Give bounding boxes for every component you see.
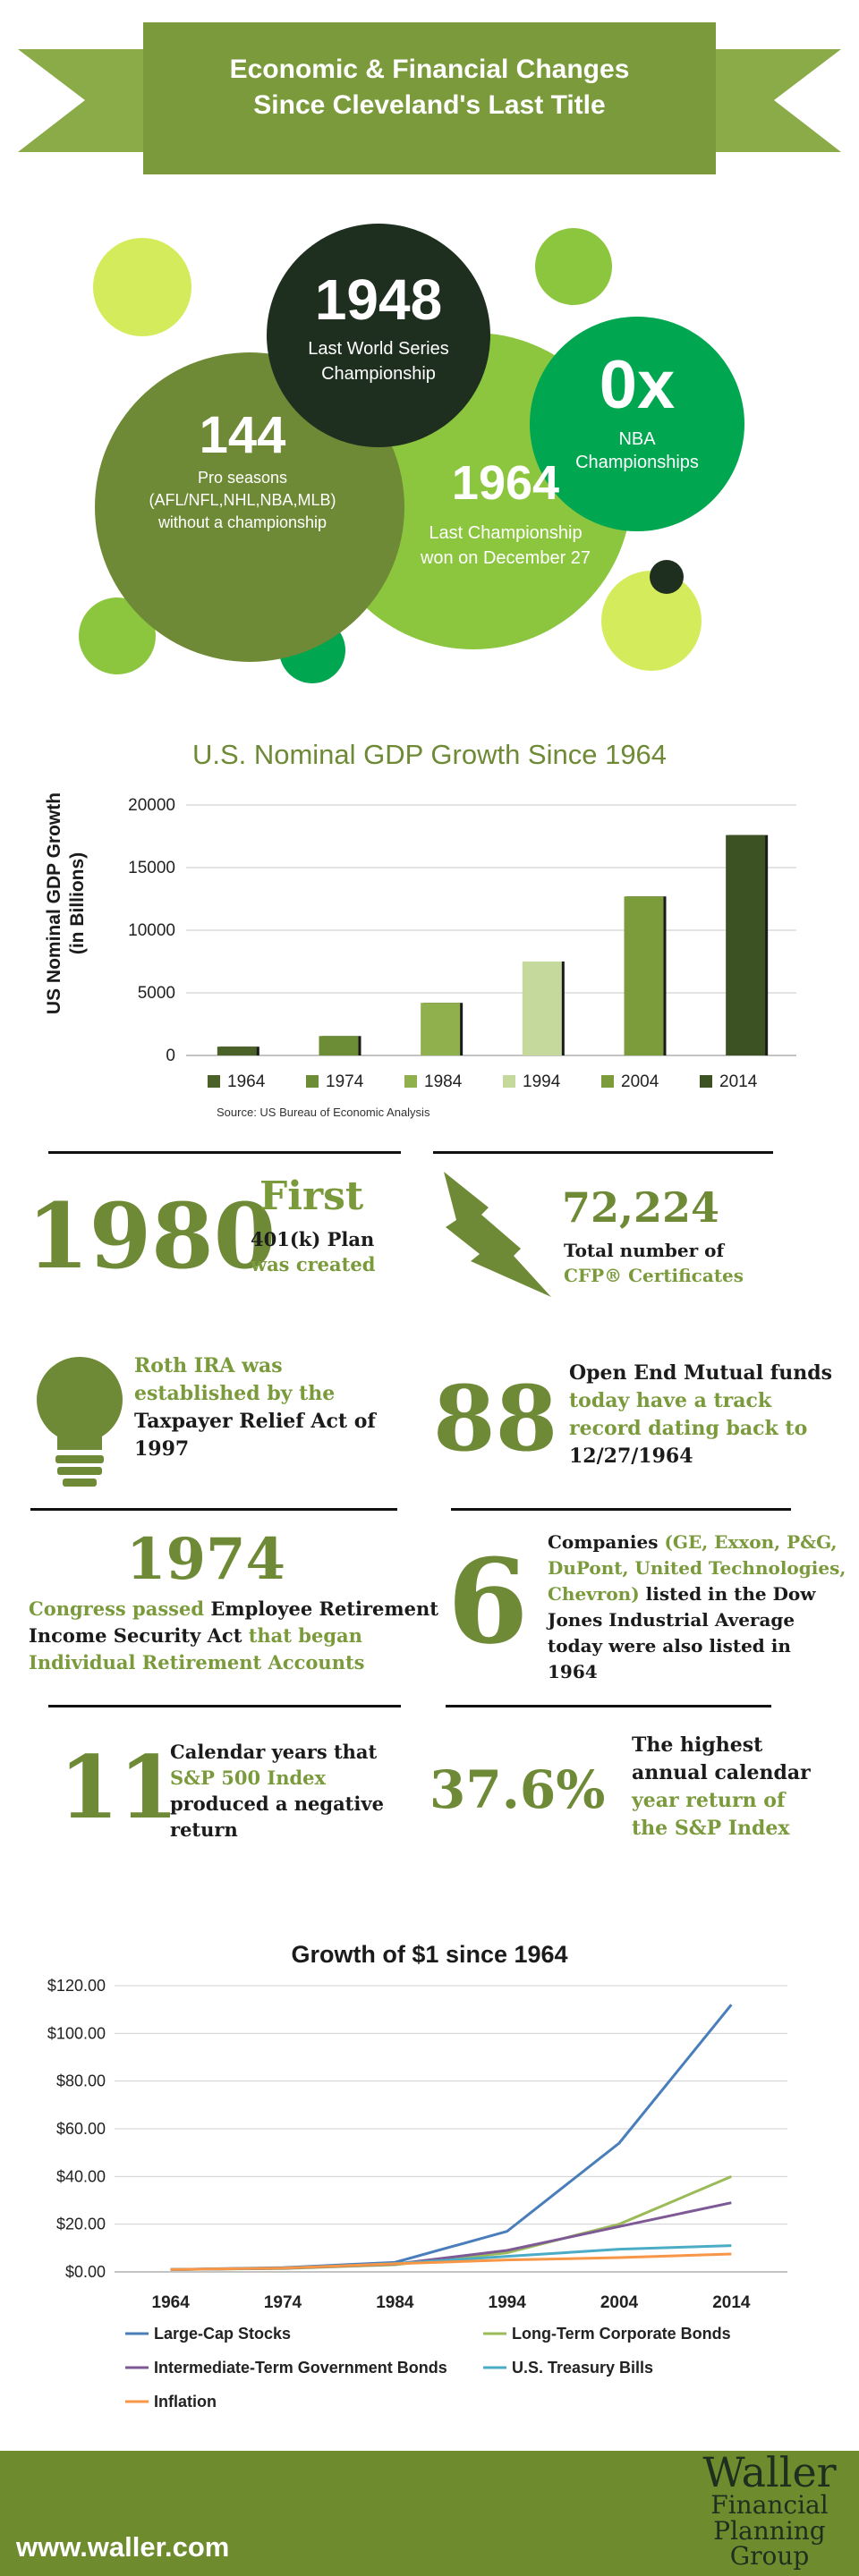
gdp-legend-swatch-2004	[601, 1075, 614, 1088]
gdp-legend-swatch-1994	[503, 1075, 515, 1088]
growth-chart-title: Growth of $1 since 1964	[291, 1941, 568, 1968]
growth-ytick-label: $60.00	[55, 2120, 106, 2138]
bubble-144-line1: Pro seasons	[197, 469, 288, 487]
footer-logo	[689, 2448, 850, 2571]
fact-401k-line1: 401(k) Plan	[251, 1228, 375, 1250]
fact-roth-text	[134, 1352, 376, 1463]
growth-xtick-label: 2014	[712, 2293, 751, 2312]
fact-mutual-text	[569, 1360, 832, 1470]
fact-neg-line1: Calendar years that	[170, 1741, 378, 1763]
gdp-ytick-label: 20000	[128, 796, 175, 815]
lightning-bolt-icon	[444, 1172, 551, 1297]
gdp-legend-label-1974: 1974	[326, 1072, 364, 1091]
fact-mutual-line2: today have a track	[569, 1389, 772, 1412]
bubble-0x-line1: NBA	[618, 429, 656, 449]
fact-dow-number: 6	[447, 1533, 529, 1670]
fact-mutual-line3: record dating back to	[569, 1417, 808, 1440]
fact-cfp-number: 72,224	[562, 1183, 720, 1232]
fact-neg-number: 11	[59, 1737, 179, 1838]
fact-401k-headline: First	[259, 1174, 364, 1219]
fact-401k-number: 1980	[27, 1183, 276, 1289]
fact-erisa-line1-dark: Employee Retirement	[210, 1597, 438, 1620]
footer-logo-line1: Waller	[702, 2448, 837, 2496]
gdp-bar-1964	[217, 1046, 257, 1055]
divider-row3-left	[30, 1508, 397, 1511]
fact-erisa-text	[29, 1596, 438, 1676]
bubble-144-text	[95, 404, 390, 534]
fact-return-line4: the S&P Index	[632, 1817, 790, 1840]
fact-neg-text	[170, 1739, 384, 1843]
fact-cfp-text	[564, 1238, 744, 1288]
fact-mutual-line1: Open End Mutual funds	[569, 1361, 833, 1385]
gdp-bar-1994	[523, 962, 562, 1055]
fact-erisa-line2-dark: Income Security Act	[29, 1624, 242, 1647]
divider-row1-left	[48, 1151, 401, 1154]
gdp-ytick-label: 0	[166, 1046, 175, 1065]
gdp-legend-label-1984: 1984	[424, 1072, 463, 1091]
gdp-chart-ylabel-line2: (in Billions)	[67, 852, 88, 955]
fact-dow-text	[548, 1530, 846, 1685]
decor-bubble-green-top-right	[535, 228, 612, 305]
decor-bubble-lime-top-left	[93, 238, 191, 336]
gdp-ytick-label: 15000	[128, 859, 175, 877]
fact-erisa-line2-green: that began	[248, 1624, 362, 1647]
footer-url[interactable]: www.waller.com	[16, 2531, 230, 2563]
bubble-0x-line2: Championships	[575, 453, 699, 472]
growth-ytick-label: $20.00	[55, 2215, 106, 2233]
growth-ytick-label: $120.00	[47, 1977, 106, 1995]
fact-roth-line1: Roth IRA was	[134, 1354, 283, 1377]
fact-return-text	[632, 1732, 811, 1843]
gdp-legend-label-1964: 1964	[227, 1072, 266, 1091]
header-title	[143, 52, 716, 123]
gdp-bar-2004	[625, 896, 664, 1055]
divider-row1-right	[433, 1151, 773, 1154]
divider-row3-right	[451, 1508, 791, 1511]
growth-legend-label-1: Long-Term Corporate Bonds	[512, 2325, 731, 2343]
gdp-bar-1974	[319, 1036, 359, 1055]
growth-ytick-label: $100.00	[47, 2024, 106, 2043]
bubble-1964-line2: won on December 27	[420, 548, 591, 568]
gdp-legend-swatch-1984	[404, 1075, 417, 1088]
fact-return-line1: The highest	[632, 1733, 763, 1757]
header-title-line1: Economic & Financial Changes	[229, 55, 630, 84]
gdp-legend-swatch-2014	[700, 1075, 712, 1088]
decor-bubble-dark-small	[650, 560, 684, 594]
bubble-1948-text	[267, 267, 490, 386]
bubble-144-line3: without a championship	[157, 513, 327, 531]
gdp-legend-swatch-1964	[208, 1075, 220, 1088]
fact-mutual-line4: 12/27/1964	[569, 1445, 693, 1468]
divider-row4-right	[446, 1705, 771, 1707]
gdp-legend-label-1994: 1994	[523, 1072, 561, 1091]
fact-roth-line3: Taxpayer Relief Act of	[134, 1410, 376, 1433]
fact-dow-line5-dark: today were also listed in	[548, 1635, 791, 1657]
fact-dow-line6-dark: 1964	[548, 1661, 598, 1682]
fact-cfp-line2: CFP® Certificates	[564, 1265, 744, 1286]
growth-xtick-label: 2004	[600, 2293, 639, 2312]
fact-401k-text	[251, 1227, 375, 1277]
fact-dow-line1-dark: Companies	[548, 1531, 659, 1553]
footer-logo-line4: Group	[729, 2541, 810, 2571]
fact-return-line2: annual calendar	[632, 1761, 811, 1784]
fact-erisa-line3-green: Individual Retirement Accounts	[29, 1651, 365, 1674]
lightbulb-icon	[30, 1355, 129, 1489]
growth-legend-label-3: U.S. Treasury Bills	[512, 2359, 654, 2377]
growth-xtick-label: 1964	[151, 2293, 190, 2312]
growth-xtick-label: 1984	[376, 2293, 414, 2312]
fact-erisa-line1-green: Congress passed	[29, 1597, 205, 1620]
gdp-chart-ylabel-line1: US Nominal GDP Growth	[44, 792, 64, 1015]
fact-401k-line2: was created	[251, 1253, 376, 1275]
growth-ytick-label: $0.00	[64, 2263, 106, 2281]
gdp-bar-2014	[726, 835, 765, 1055]
growth-legend-label-2: Intermediate-Term Government Bonds	[154, 2359, 447, 2377]
growth-ytick-label: $40.00	[55, 2167, 106, 2186]
fact-dow-line3-dark: listed in the Dow	[645, 1583, 816, 1605]
growth-chart	[0, 1977, 859, 2424]
growth-xtick-label: 1974	[263, 2293, 302, 2312]
footer-logo-line3: Planning	[713, 2516, 826, 2546]
gdp-ytick-label: 10000	[128, 921, 175, 940]
fact-return-number: 37.6%	[430, 1759, 606, 1820]
bubble-1964-text	[376, 454, 635, 571]
bubble-1964-value: 1964	[451, 456, 560, 510]
bubble-144-line2: (AFL/NFL,NHL,NBA,MLB)	[149, 491, 336, 509]
growth-xtick-label: 1994	[488, 2293, 526, 2312]
bubble-1948-value: 1948	[314, 267, 443, 332]
growth-ytick-label: $80.00	[55, 2072, 106, 2090]
gdp-ytick-label: 5000	[137, 984, 175, 1003]
gdp-chart-title: U.S. Nominal GDP Growth Since 1964	[191, 739, 668, 770]
fact-dow-line1-green: (GE, Exxon, P&G,	[664, 1531, 838, 1553]
fact-neg-line4: return	[170, 1818, 238, 1841]
gdp-chart-source: Source: US Bureau of Economic Analysis	[217, 1106, 430, 1119]
bubble-1964-line1: Last Championship	[429, 523, 583, 543]
growth-legend-label-0: Large-Cap Stocks	[154, 2325, 292, 2343]
growth-legend-label-4: Inflation	[154, 2393, 217, 2411]
growth-line-0	[171, 2004, 732, 2269]
gdp-bar-1984	[421, 1003, 460, 1055]
gdp-legend-swatch-1974	[306, 1075, 319, 1088]
fact-erisa-number: 1974	[125, 1526, 286, 1593]
fact-cfp-line1: Total number of	[564, 1240, 725, 1261]
bubble-1948-line1: Last World Series	[308, 339, 449, 359]
fact-dow-line2-green: DuPont, United Technologies,	[548, 1557, 846, 1579]
fact-mutual-number: 88	[433, 1366, 558, 1471]
footer-logo-line2: Financial	[710, 2490, 829, 2520]
bubble-0x-value: 0x	[599, 347, 676, 423]
fact-neg-line2: S&P 500 Index	[170, 1767, 327, 1789]
fact-roth-line2: established by the	[134, 1382, 336, 1405]
gdp-legend-label-2014: 2014	[719, 1072, 758, 1091]
fact-dow-line3-green: Chevron)	[548, 1583, 640, 1605]
gdp-chart	[0, 787, 859, 1127]
bubble-1948-line2: Championship	[321, 364, 436, 384]
divider-row4-left	[48, 1705, 401, 1707]
fact-neg-line3: produced a negative	[170, 1792, 384, 1815]
bubble-144-value: 144	[199, 406, 286, 464]
gdp-legend-label-2004: 2004	[621, 1072, 659, 1091]
fact-return-line3: year return of	[632, 1789, 786, 1812]
fact-roth-line4: 1997	[134, 1437, 190, 1461]
header-title-line2: Since Cleveland's Last Title	[253, 90, 606, 120]
fact-dow-line4-dark: Jones Industrial Average	[548, 1609, 795, 1631]
